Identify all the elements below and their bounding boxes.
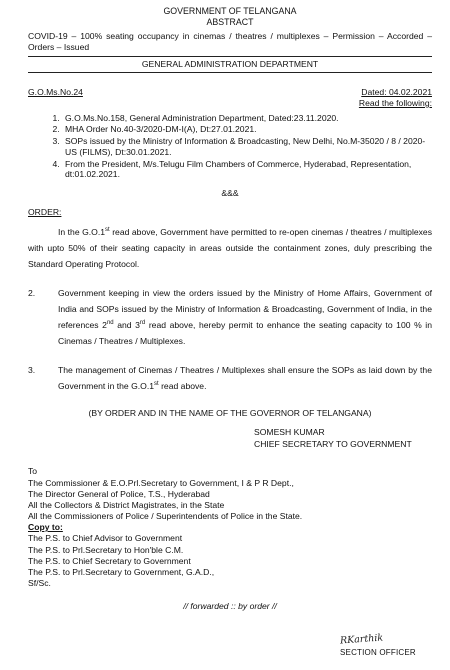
subject-line: COVID-19 – 100% seating occupancy in cinemas / theatres / multiplexes – Permission – Accorded – Orders – Issued: [28, 31, 432, 53]
recipients-block: [28, 466, 432, 589]
separator: &&&: [221, 188, 239, 199]
paragraph-number: 3.: [28, 364, 36, 375]
recipient-item: The Commissioner & E.O.Prl.Secretary to Government, I & P R Dept.,: [28, 477, 294, 488]
order-paragraph-2: [28, 285, 432, 350]
copy-item: Sf/Sc.: [28, 578, 51, 589]
reference-item: 2. MHA Order No.40-3/2020-DM-I(A), Dt:27.01.2021.: [62, 124, 432, 135]
order-heading: ORDER:: [28, 206, 62, 217]
go-number: G.O.Ms.No.24: [28, 87, 83, 98]
recipient-item: The Director General of Police, T.S., Hyderabad: [28, 488, 210, 499]
handwritten-signature: RKarthik: [339, 632, 384, 647]
copy-item: The P.S. to Chief Secretary to Government: [28, 555, 191, 566]
by-order-line: (BY ORDER AND IN THE NAME OF THE GOVERNOR OF TELANGANA): [88, 408, 372, 419]
copy-item: The P.S. to Prl.Secretary to Government, G.A.D.,: [28, 566, 215, 577]
department-name: GENERAL ADMINISTRATION DEPARTMENT: [141, 59, 319, 70]
paragraph-text: Government keeping in view the orders issued by the Ministry of Home Affairs, Government of India and SOPs issued by the Ministry of Information & Broadcasting, Government of India, in the references 2nd and 3rd read above, hereby permit to enhance the seating capacity to 100 % in Cinemas / Theatres / Multiplexes.: [58, 287, 432, 347]
recipient-item: All the Collectors & District Magistrates, in the State: [28, 499, 225, 510]
reference-item: 3. SOPs issued by the Ministry of Information & Broadcasting, New Delhi, No.M-35020 / 8 / 2020-US (FILMS), Dt:30.01.2021.: [62, 136, 432, 157]
divider-bottom: [28, 72, 432, 73]
go-date: Dated: 04.02.2021: [361, 87, 432, 98]
paragraph-text: The management of Cinemas / Theatres / Multiplexes shall ensure the SOPs as laid down by the Government in the G.O.1st read above.: [58, 364, 432, 392]
recipient-item: All the Commissioners of Police / Superintendents of Police in the State.: [28, 511, 303, 522]
reference-item: 1. G.O.Ms.No.158, General Administration Department, Dated:23.11.2020.: [62, 113, 432, 124]
section-officer-label: SECTION OFFICER: [340, 648, 416, 657]
copy-to-label: Copy to:: [28, 522, 63, 533]
copy-item: The P.S. to Chief Advisor to Government: [28, 533, 183, 544]
reference-item: 4. From the President, M/s.Telugu Film Chambers of Commerce, Hyderabad, Representation, dt:01.02.2021.: [62, 159, 432, 180]
to-label: To: [28, 466, 38, 477]
order-paragraph-1: In the G.O.1st read above, Government have permitted to re-open cinemas / theatres / multiplexes with upto 50% of their seating capacity in areas outside the containment zones, duly prescribing the Standard Operating Protocol.: [28, 226, 433, 270]
copy-item: The P.S. to Prl.Secretary to Hon'ble C.M.: [28, 544, 184, 555]
go-meta-row: [28, 87, 432, 98]
abstract-label: ABSTRACT: [206, 16, 254, 27]
references-list: [28, 113, 432, 180]
forwarded-line: // forwarded :: by order //: [183, 601, 277, 612]
paragraph-number: 2.: [28, 287, 36, 298]
read-following-label: Read the following:: [358, 97, 432, 108]
signatory-name: SOMESH KUMAR: [254, 427, 325, 438]
signatory-block: [254, 427, 432, 450]
government-title: GOVERNMENT OF TELANGANA: [163, 6, 297, 16]
order-paragraph-3: [28, 362, 432, 395]
signatory-designation: CHIEF SECRETARY TO GOVERNMENT: [254, 438, 412, 449]
